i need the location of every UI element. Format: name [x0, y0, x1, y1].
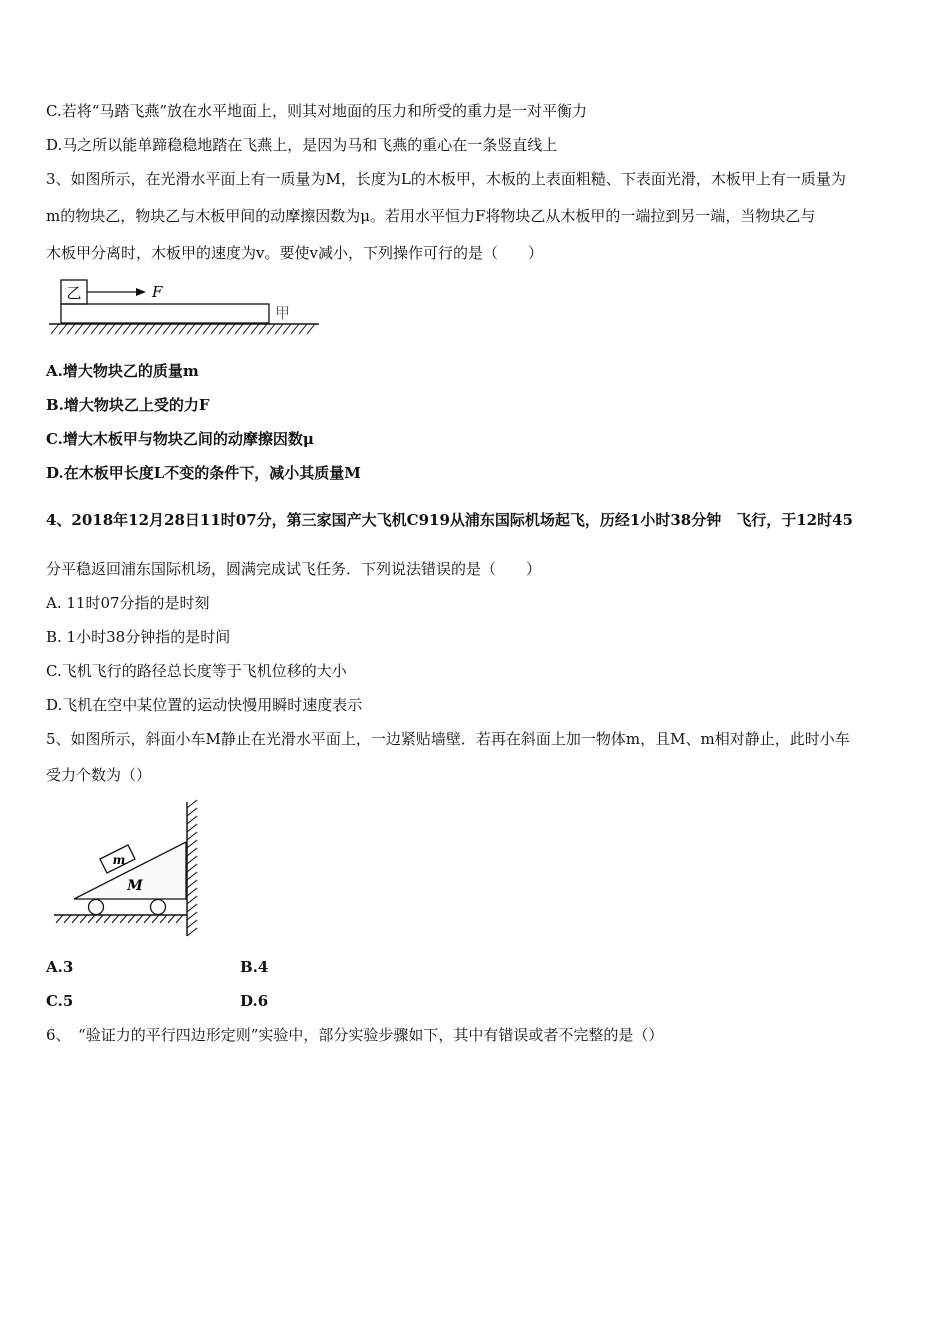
q3-stem-line-2: m的物块乙，物块乙与木板甲间的动摩擦因数为μ。若用水平恒力F将物块乙从木板甲的一端拉到另一端，当物块乙与 — [46, 207, 816, 225]
q3-option-d: D.在木板甲长度L不变的条件下，减小其质量M — [46, 464, 361, 482]
q6-stem: 6、 “验证力的平行四边形定则”实验中，部分实验步骤如下，其中有错误或者不完整的是（） — [46, 1026, 664, 1044]
force-label: F — [152, 283, 163, 301]
wall-hatching — [187, 800, 197, 936]
wheel-right — [151, 900, 166, 915]
cart-mass-label: M — [127, 878, 143, 894]
q4-option-b: B. 1小时38分钟指的是时间 — [46, 628, 231, 646]
block-m-label: m — [112, 853, 126, 867]
q3-option-a: A.增大物块乙的质量m — [46, 362, 199, 380]
q4-option-d: D.飞机在空中某位置的运动快慢用瞬时速度表示 — [46, 696, 363, 714]
q3-stem-line-1: 3、如图所示，在光滑水平面上有一质量为M，长度为L的木板甲，木板的上表面粗糙、下表面光滑，木板甲上有一质量为 — [46, 170, 846, 188]
board-jia-label: 甲 — [275, 304, 291, 322]
q3-figure-board-block — [46, 276, 326, 338]
q5-option-c: C.5 — [46, 992, 74, 1010]
board-jia — [61, 304, 269, 323]
q5-option-d: D.6 — [240, 992, 269, 1010]
q3-stem-line-3: 木板甲分离时，木板甲的速度为v。要使v减小，下列操作可行的是（ ） — [46, 244, 543, 262]
q3-option-c: C.增大木板甲与物块乙间的动摩擦因数μ — [46, 430, 314, 448]
q4-stem-line-1: 4、2018年12月28日11时07分，第三家国产大飞机C919从浦东国际机场起飞，历经1小时38分钟 飞行，于12时45 — [46, 511, 853, 529]
q5-option-b: B.4 — [240, 958, 269, 976]
q5-option-a: A.3 — [46, 958, 74, 976]
q5-figure-incline-cart — [50, 798, 210, 940]
wheel-left — [89, 900, 104, 915]
q2-option-d: D.马之所以能单蹄稳稳地踏在飞燕上，是因为马和飞燕的重心在一条竖直线上 — [46, 136, 558, 154]
q4-option-a: A. 11时07分指的是时刻 — [46, 594, 210, 612]
q5-stem-line-2: 受力个数为（） — [46, 766, 152, 784]
ground-hatching — [56, 915, 183, 923]
force-arrow-head — [136, 288, 146, 296]
q2-option-c: C.若将“马踏飞燕”放在水平地面上，则其对地面的压力和所受的重力是一对平衡力 — [46, 102, 588, 120]
q3-option-b: B.增大物块乙上受的力F — [46, 396, 210, 414]
q5-stem-line-1: 5、如图所示，斜面小车M静止在光滑水平面上，一边紧贴墙壁．若再在斜面上加一物体m，且M、m相对静止，此时小车 — [46, 730, 850, 748]
q4-option-c: C.飞机飞行的路径总长度等于飞机位移的大小 — [46, 662, 347, 680]
block-yi-label: 乙 — [66, 284, 82, 302]
q4-stem-line-2: 分平稳返回浦东国际机场，圆满完成试飞任务．下列说法错误的是（ ） — [46, 560, 542, 578]
ground-hatching — [51, 324, 315, 334]
